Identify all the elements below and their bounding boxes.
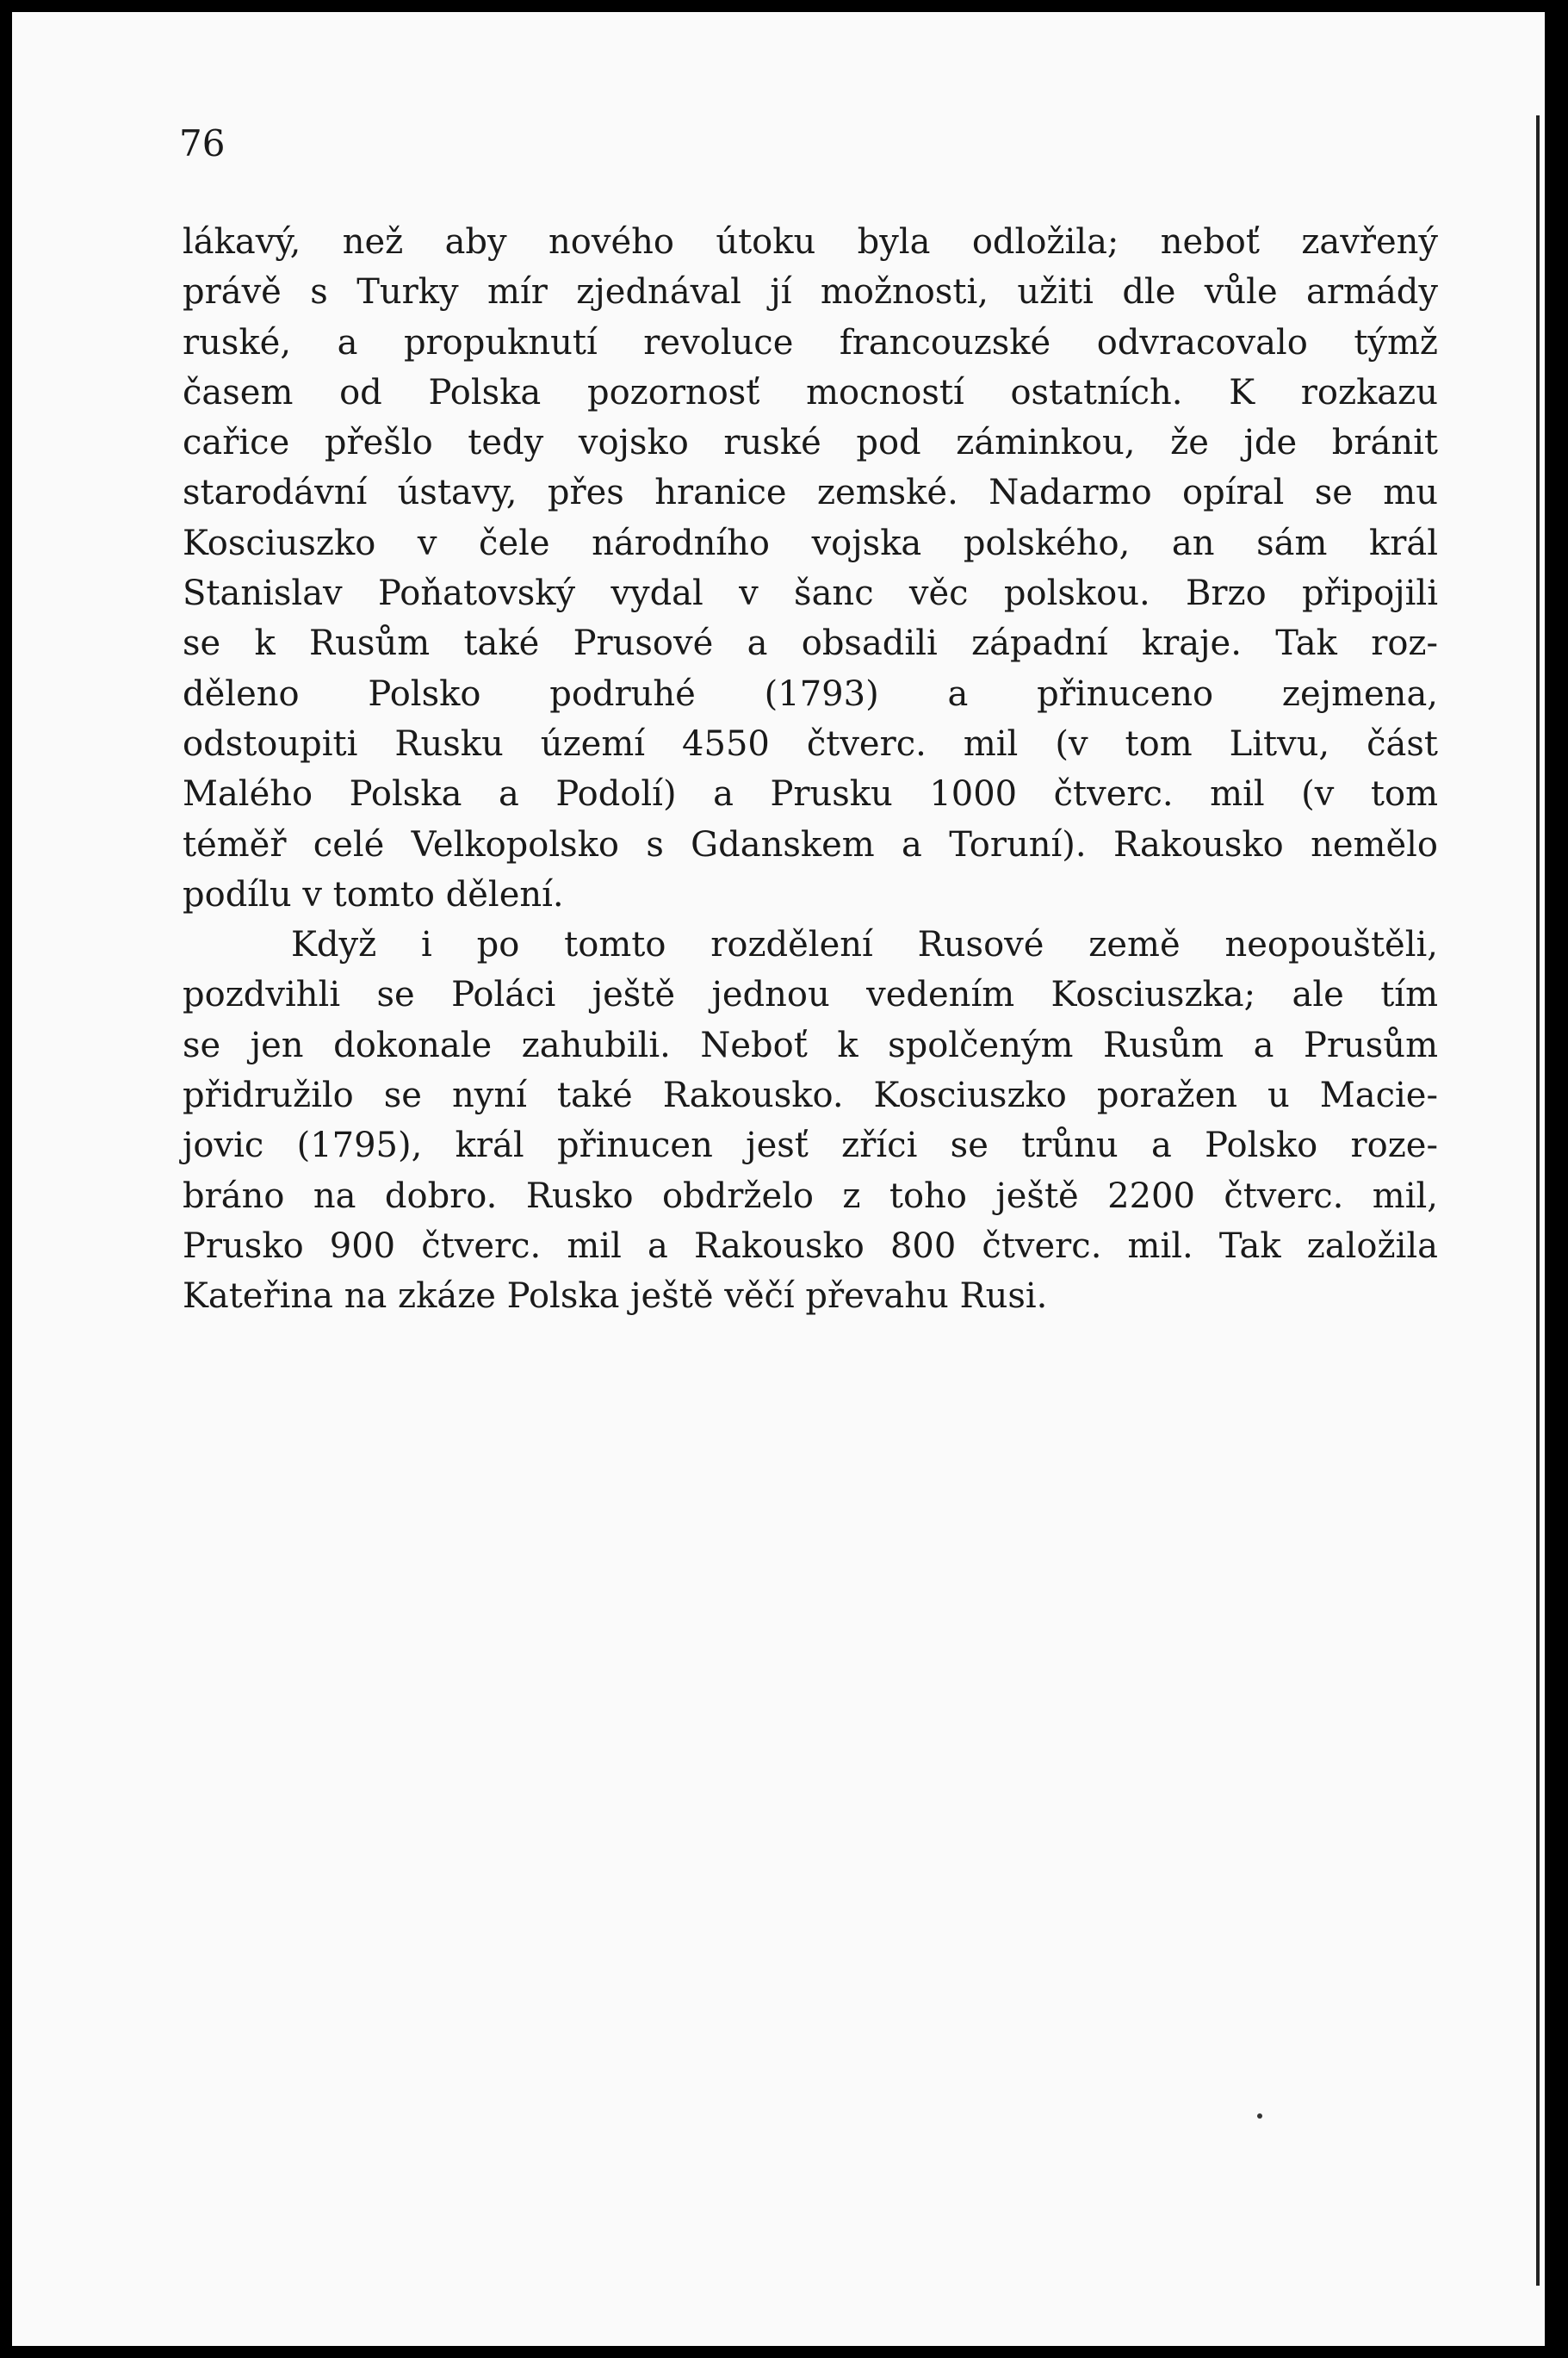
text-line: pozdvihli se Poláci ještě jednou vedením Kosciuszka; ale tím	[183, 975, 1438, 1015]
text-line: se jen dokonale zahubili. Neboť k spolčeným Rusům a Prusům	[183, 1025, 1438, 1065]
text-line: časem od Polska pozornosť mocností ostatních. K rozkazu	[183, 372, 1438, 413]
text-line: podílu v tomto dělení.	[183, 874, 564, 915]
text-line: jovic (1795), král přinucen jesť zříci se trůnu a Polsko roze-	[183, 1126, 1438, 1166]
text-line: Kosciuszko v čele národního vojska polského, an sám král	[183, 523, 1438, 563]
text-line: téměř celé Velkopolsko s Gdanskem a Toruní). Rakousko nemělo	[183, 824, 1438, 865]
text-line: Stanislav Poňatovský vydal v šanc věc polskou. Brzo připojili	[183, 574, 1438, 614]
body-text	[183, 217, 1438, 1322]
page-number: 76	[179, 122, 226, 164]
book-page	[12, 12, 1545, 2346]
text-line: starodávní ústavy, přes hranice zemské. Nadarmo opíral se mu	[183, 473, 1438, 513]
text-line: Malého Polska a Podolí) a Prusku 1000 čtverc. mil (v tom	[183, 774, 1438, 815]
paragraph-2	[183, 920, 1438, 1321]
text-line: právě s Turky mír zjednával jí možnosti, užiti dle vůle armády	[183, 272, 1438, 313]
text-line: ruské, a propuknutí revoluce francouzské odvracovalo týmž	[183, 322, 1438, 363]
text-line: se k Rusům také Prusové a obsadili západní kraje. Tak roz-	[183, 624, 1438, 664]
text-line: odstoupiti Rusku území 4550 čtverc. mil (v tom Litvu, část	[183, 723, 1438, 764]
text-line: cařice přešlo tedy vojsko ruské pod záminkou, že jde bránit	[183, 423, 1438, 463]
paragraph-1	[183, 217, 1438, 920]
text-line: Prusko 900 čtverc. mil a Rakousko 800 čtverc. mil. Tak založila	[183, 1226, 1438, 1266]
text-line: Když i po tomto rozdělení Rusové země neopouštěli,	[291, 925, 1438, 965]
text-line: bráno na dobro. Rusko obdrželo z toho ještě 2200 čtverc. mil,	[183, 1176, 1438, 1216]
text-line: děleno Polsko podruhé (1793) a přinuceno zejmena,	[183, 673, 1438, 714]
text-line: přidružilo se nyní také Rakousko. Kosciuszko poražen u Macie-	[183, 1076, 1438, 1116]
page-edge-rule	[1536, 115, 1540, 2286]
print-speck	[1257, 2113, 1262, 2119]
text-line: lákavý, než aby nového útoku byla odložila; neboť zavřený	[183, 222, 1438, 262]
text-line: Kateřina na zkáze Polska ještě věčí převahu Rusi.	[183, 1276, 1048, 1317]
